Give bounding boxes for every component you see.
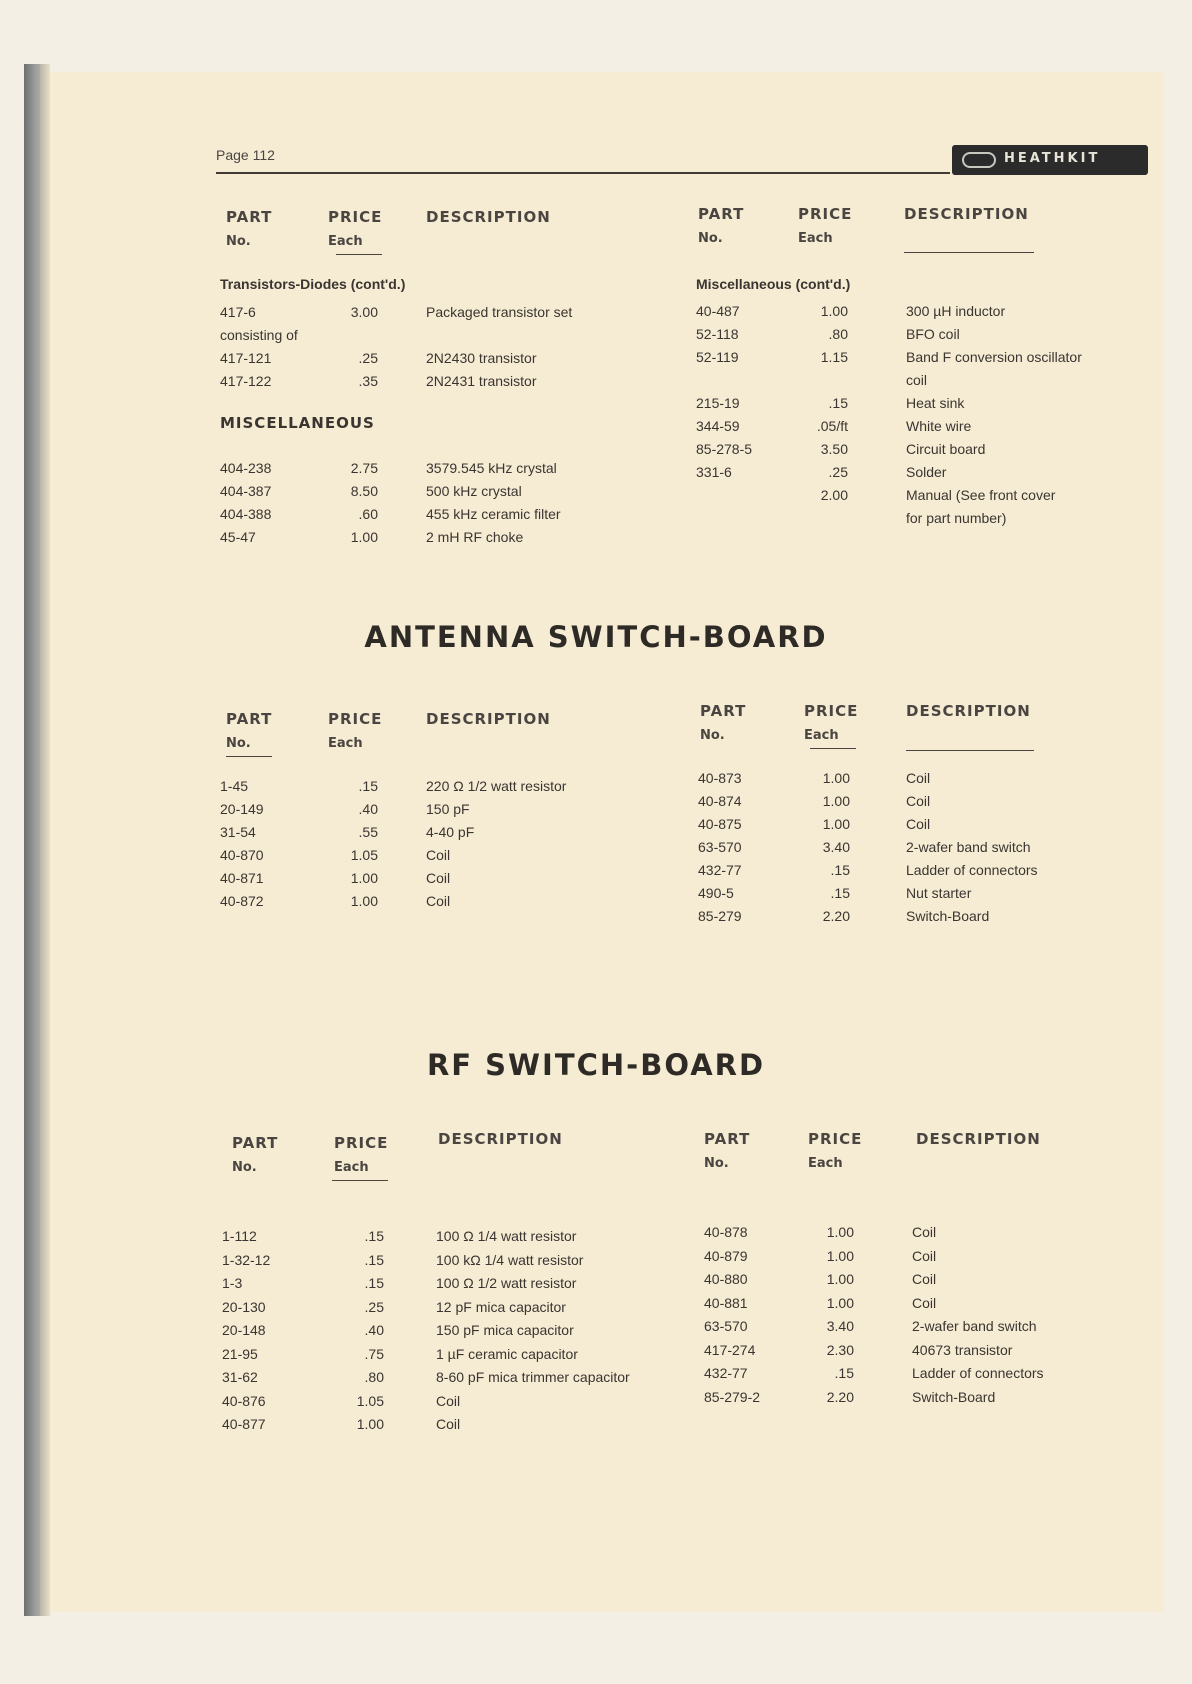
part-number: 40-870 — [220, 847, 264, 863]
part-number: 331-6 — [696, 464, 732, 480]
part-number: 40-873 — [698, 770, 742, 786]
part-number: 404-388 — [220, 506, 272, 522]
description: for part number) — [906, 510, 1007, 526]
part-number: 20-130 — [222, 1298, 266, 1315]
description: Manual (See front cover — [906, 487, 1056, 503]
description: Coil — [906, 770, 931, 786]
col-header-part: PART No. — [698, 205, 745, 246]
part-number: 40-875 — [698, 816, 742, 832]
description: 2N2430 transistor — [426, 350, 537, 366]
price: .35 — [358, 373, 378, 389]
description: 3579.545 kHz crystal — [426, 460, 557, 476]
part-number: 432-77 — [704, 1365, 748, 1381]
price: .80 — [828, 326, 848, 342]
part-number: 40-880 — [704, 1271, 748, 1287]
description: Coil — [426, 870, 451, 886]
description: Coil — [912, 1247, 937, 1264]
part-number: 52-118 — [696, 326, 739, 342]
binding-shadow — [40, 64, 50, 1616]
logo-wordmark: HEATHKIT — [1004, 151, 1101, 166]
description: Coil — [436, 1416, 461, 1432]
price: 1.00 — [826, 1247, 854, 1264]
price: 2.20 — [826, 1388, 854, 1405]
section-title: MISCELLANEOUS — [220, 414, 375, 432]
col-header-description: DESCRIPTION — [438, 1130, 563, 1148]
price: 1.05 — [356, 1392, 384, 1409]
price: 1.00 — [350, 529, 378, 545]
description: Ladder of connectors — [906, 862, 1038, 878]
price: .15 — [358, 778, 378, 794]
header-underline — [332, 1180, 388, 1181]
col-header-part: PART No. — [226, 208, 273, 249]
col-header-price: PRICE Each — [328, 208, 383, 249]
price: 1.00 — [826, 1294, 854, 1311]
description: 4-40 pF — [426, 824, 475, 840]
price: 1.00 — [826, 1224, 854, 1240]
price: 2.30 — [826, 1341, 854, 1358]
description: 500 kHz crystal — [426, 483, 522, 499]
price: .25 — [364, 1298, 384, 1315]
price: 1.00 — [822, 816, 850, 832]
page-number: Page 112 — [216, 147, 275, 163]
header-underline — [906, 750, 1034, 751]
description: Coil — [912, 1271, 937, 1287]
description: 150 pF mica capacitor — [436, 1322, 574, 1338]
part-number: 40-881 — [704, 1294, 748, 1311]
part-number: 40-878 — [704, 1224, 748, 1240]
col-header-description: DESCRIPTION — [906, 702, 1031, 720]
header-underline — [904, 252, 1034, 253]
part-number: 45-47 — [220, 529, 256, 545]
price: 1.00 — [822, 793, 850, 809]
part-number: 20-149 — [220, 801, 264, 817]
price: .15 — [828, 395, 848, 411]
part-number: consisting of — [220, 327, 298, 343]
col-header-price: PRICE Each — [334, 1134, 389, 1175]
part-number: 417-274 — [704, 1341, 756, 1358]
price: 1.00 — [350, 870, 378, 886]
price: 3.50 — [820, 441, 848, 457]
price: 1.00 — [350, 893, 378, 909]
price: 8.50 — [350, 483, 378, 499]
section-title: Transistors-Diodes (cont'd.) — [220, 276, 406, 292]
price: 1.00 — [826, 1271, 854, 1287]
price: .75 — [364, 1345, 384, 1362]
col-header-price: PRICE Each — [798, 205, 853, 246]
part-number: 404-387 — [220, 483, 272, 499]
price: .15 — [364, 1228, 384, 1244]
price: .15 — [364, 1251, 384, 1268]
col-header-price: PRICE Each — [808, 1130, 863, 1171]
description: 220 Ω 1/2 watt resistor — [426, 778, 567, 794]
part-number: 1-32-12 — [222, 1251, 271, 1268]
price: .25 — [828, 464, 848, 480]
description: Coil — [436, 1392, 461, 1409]
section-heading-rf: RF SWITCH-BOARD — [426, 1048, 766, 1082]
part-number: 31-54 — [220, 824, 256, 840]
price: .15 — [364, 1275, 384, 1291]
description: BFO coil — [906, 326, 960, 342]
header-underline — [810, 748, 856, 749]
description: 100 Ω 1/4 watt resistor — [436, 1228, 577, 1244]
price: 1.00 — [822, 770, 850, 786]
part-number: 404-238 — [220, 460, 272, 476]
part-number: 85-278-5 — [696, 441, 753, 457]
part-number: 21-95 — [222, 1345, 258, 1362]
part-number: 417-6 — [220, 304, 256, 320]
part-number: 85-279 — [698, 908, 742, 924]
price: 3.40 — [822, 839, 850, 855]
heathkit-logo — [952, 145, 1148, 175]
price: 1.00 — [356, 1416, 384, 1432]
price: 1.00 — [820, 303, 848, 319]
description: Coil — [426, 893, 451, 909]
description: Band F conversion oscillator — [906, 349, 1082, 365]
price: .15 — [834, 1365, 854, 1381]
part-number: 417-122 — [220, 373, 272, 389]
section-title: Miscellaneous (cont'd.) — [696, 276, 851, 292]
part-number: 40-874 — [698, 793, 742, 809]
header-underline — [336, 254, 382, 255]
description: 2-wafer band switch — [906, 839, 1031, 855]
price: .55 — [358, 824, 378, 840]
price: .80 — [364, 1369, 384, 1385]
description: Nut starter — [906, 885, 972, 901]
description: White wire — [906, 418, 972, 434]
price: 1.15 — [820, 349, 848, 365]
description: Switch-Board — [906, 908, 990, 924]
part-number: 344-59 — [696, 418, 740, 434]
description: Packaged transistor set — [426, 304, 573, 320]
col-header-part: PART No. — [226, 710, 273, 751]
description: Ladder of connectors — [912, 1365, 1044, 1381]
description: 150 pF — [426, 801, 470, 817]
header-rule — [216, 172, 950, 174]
part-number: 40-871 — [220, 870, 264, 886]
description: Coil — [426, 847, 451, 863]
part-number: 85-279-2 — [704, 1388, 761, 1405]
part-number: 1-3 — [222, 1275, 243, 1291]
description: 300 µH inductor — [906, 303, 1006, 319]
price: 1.05 — [350, 847, 378, 863]
description: 100 kΩ 1/4 watt resistor — [436, 1251, 584, 1268]
price: .40 — [358, 801, 378, 817]
description: 1 µF ceramic capacitor — [436, 1345, 578, 1362]
description: Coil — [912, 1294, 937, 1311]
price: 3.40 — [826, 1318, 854, 1334]
col-header-description: DESCRIPTION — [426, 710, 551, 728]
price: 2.75 — [350, 460, 378, 476]
price: 2.20 — [822, 908, 850, 924]
price: .40 — [364, 1322, 384, 1338]
col-header-description: DESCRIPTION — [426, 208, 551, 226]
col-header-price: PRICE Each — [804, 702, 859, 743]
description: 2 mH RF choke — [426, 529, 524, 545]
price: 3.00 — [350, 304, 378, 320]
part-number: 1-112 — [222, 1228, 257, 1244]
part-number: 40-876 — [222, 1392, 266, 1409]
part-number: 63-570 — [698, 839, 742, 855]
part-number: 31-62 — [222, 1369, 258, 1385]
price: 2.00 — [820, 487, 848, 503]
price: .15 — [830, 862, 850, 878]
description: 100 Ω 1/2 watt resistor — [436, 1275, 577, 1291]
section-heading-antenna: ANTENNA SWITCH-BOARD — [364, 620, 828, 654]
part-number: 215-19 — [696, 395, 740, 411]
part-number: 1-45 — [220, 778, 249, 794]
description: coil — [906, 372, 928, 388]
part-number: 40-872 — [220, 893, 264, 909]
description: 2N2431 transistor — [426, 373, 537, 389]
part-number: 40-877 — [222, 1416, 266, 1432]
logo-emblem-icon — [962, 152, 996, 168]
col-header-description: DESCRIPTION — [916, 1130, 1041, 1148]
price: .15 — [830, 885, 850, 901]
part-number: 417-121 — [220, 350, 272, 366]
col-header-description: DESCRIPTION — [904, 205, 1029, 223]
description: 12 pF mica capacitor — [436, 1298, 566, 1315]
description: Switch-Board — [912, 1388, 996, 1405]
part-number: 52-119 — [696, 349, 739, 365]
description: Coil — [912, 1224, 937, 1240]
description: 455 kHz ceramic filter — [426, 506, 561, 522]
header-underline — [226, 756, 272, 757]
description: Heat sink — [906, 395, 965, 411]
price: .25 — [358, 350, 378, 366]
part-number: 63-570 — [704, 1318, 748, 1334]
col-header-part: PART No. — [704, 1130, 751, 1171]
description: Coil — [906, 793, 931, 809]
part-number: 490-5 — [698, 885, 734, 901]
description: 2-wafer band switch — [912, 1318, 1037, 1334]
description: 40673 transistor — [912, 1341, 1013, 1358]
col-header-price: PRICE Each — [328, 710, 383, 751]
description: 8-60 pF mica trimmer capacitor — [436, 1369, 630, 1385]
part-number: 40-879 — [704, 1247, 748, 1264]
col-header-part: PART No. — [232, 1134, 279, 1175]
part-number: 20-148 — [222, 1322, 266, 1338]
col-header-part: PART No. — [700, 702, 747, 743]
price: .05/ft — [816, 418, 848, 434]
part-number: 40-487 — [696, 303, 740, 319]
part-number: 432-77 — [698, 862, 742, 878]
description: Circuit board — [906, 441, 986, 457]
description: Coil — [906, 816, 931, 832]
price: .60 — [358, 506, 378, 522]
description: Solder — [906, 464, 947, 480]
